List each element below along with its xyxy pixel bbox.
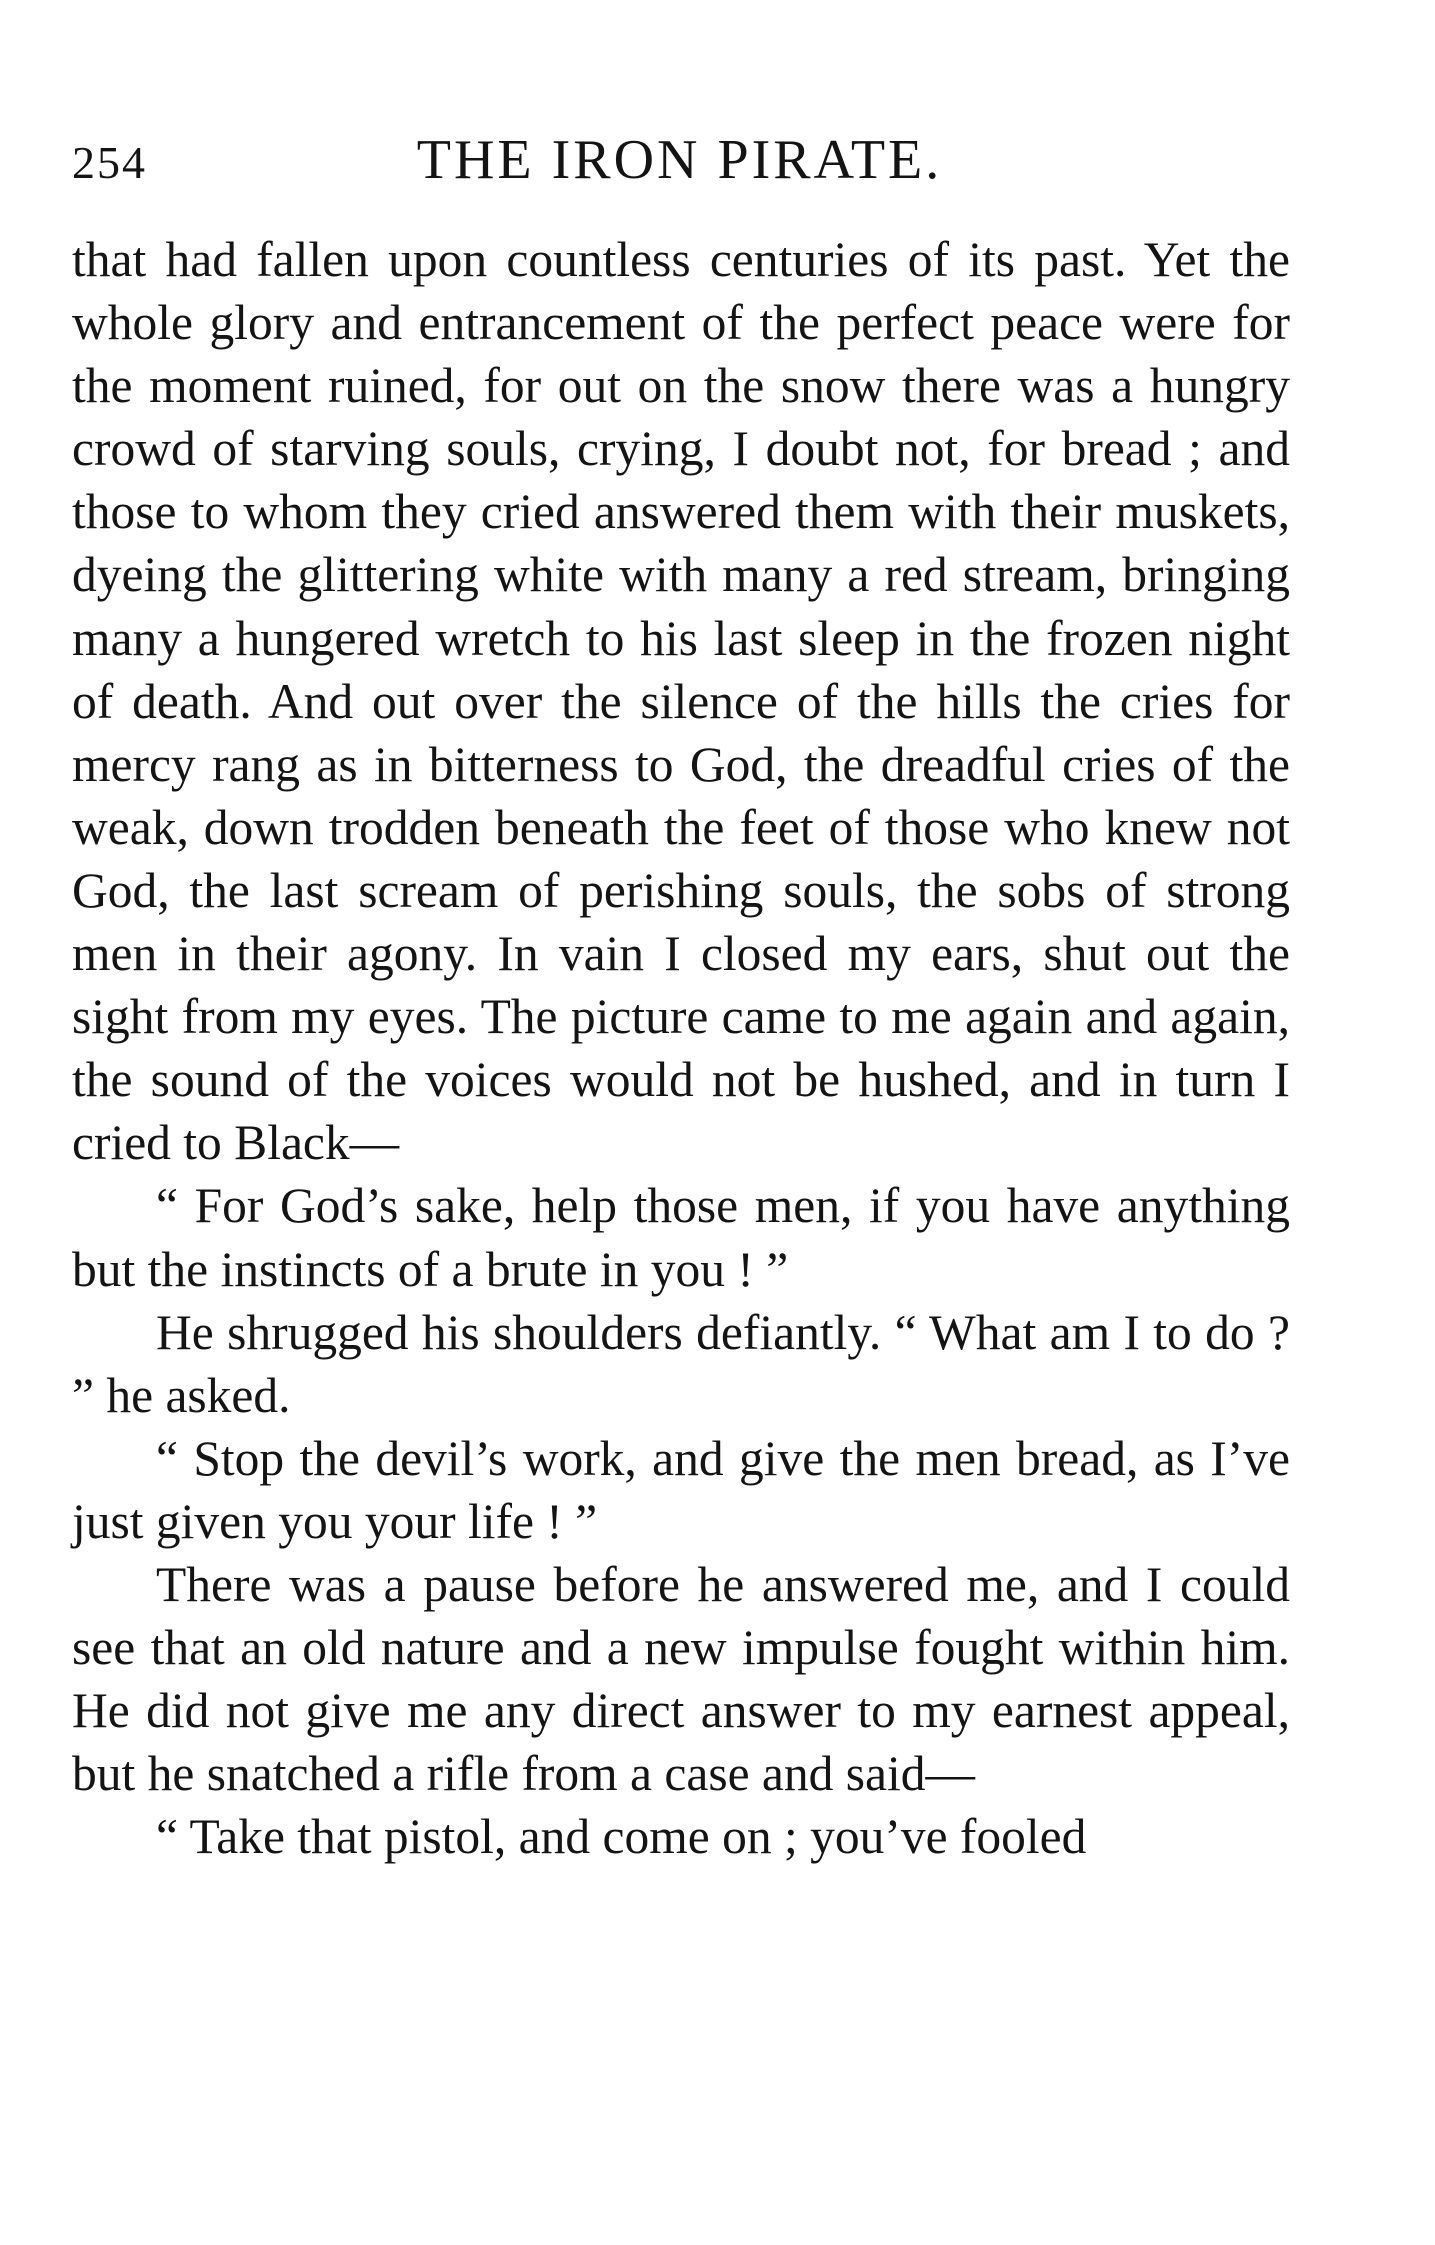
paragraph: There was a pause before he answered me, and I could see that an old nature and a new impulse fought within him. He did not give me any direct answer to my earnest appeal, but he snatched a rifle from a case and said— <box>72 1556 1290 1802</box>
paragraph: that had fallen upon countless centuries of its past. Yet the whole glory and entrancement of the perfect peace were for the moment ruined, for out on the snow there was a hungry crowd of starving souls, crying, I doubt not, for bread ; and those to whom they cried answered them with their muskets, dyeing the glittering white with many a red stream, bringing many a hungered wretch to his last sleep in the frozen night of death. And out over the silence of the hills the cries for mercy rang as in bitterness to God, the dreadful cries of the weak, down trodden beneath the feet of those who knew not God, the last scream of perishing souls, the sobs of strong men in their agony. In vain I closed my ears, shut out the sight from my eyes. The picture came to me again and again, the sound of the voices would not be hushed, and in turn I cried to Black— <box>72 232 1290 1171</box>
paragraph: He shrugged his shoulders defiantly. “ What am I to do ? ” he asked. <box>72 1304 1290 1423</box>
paragraph: “ For God’s sake, help those men, if you have anything but the instincts of a brute in you ! ” <box>72 1178 1290 1297</box>
body-text <box>72 228 1290 1868</box>
page-number: 254 <box>72 137 147 188</box>
paragraph: “ Take that pistol, and come on ; you’ve fooled <box>156 1809 1087 1865</box>
paragraph: “ Stop the devil’s work, and give the men bread, as I’ve just given you your life ! ” <box>72 1430 1290 1549</box>
running-title: THE IRON PIRATE. <box>416 129 943 191</box>
running-header <box>72 128 1287 198</box>
